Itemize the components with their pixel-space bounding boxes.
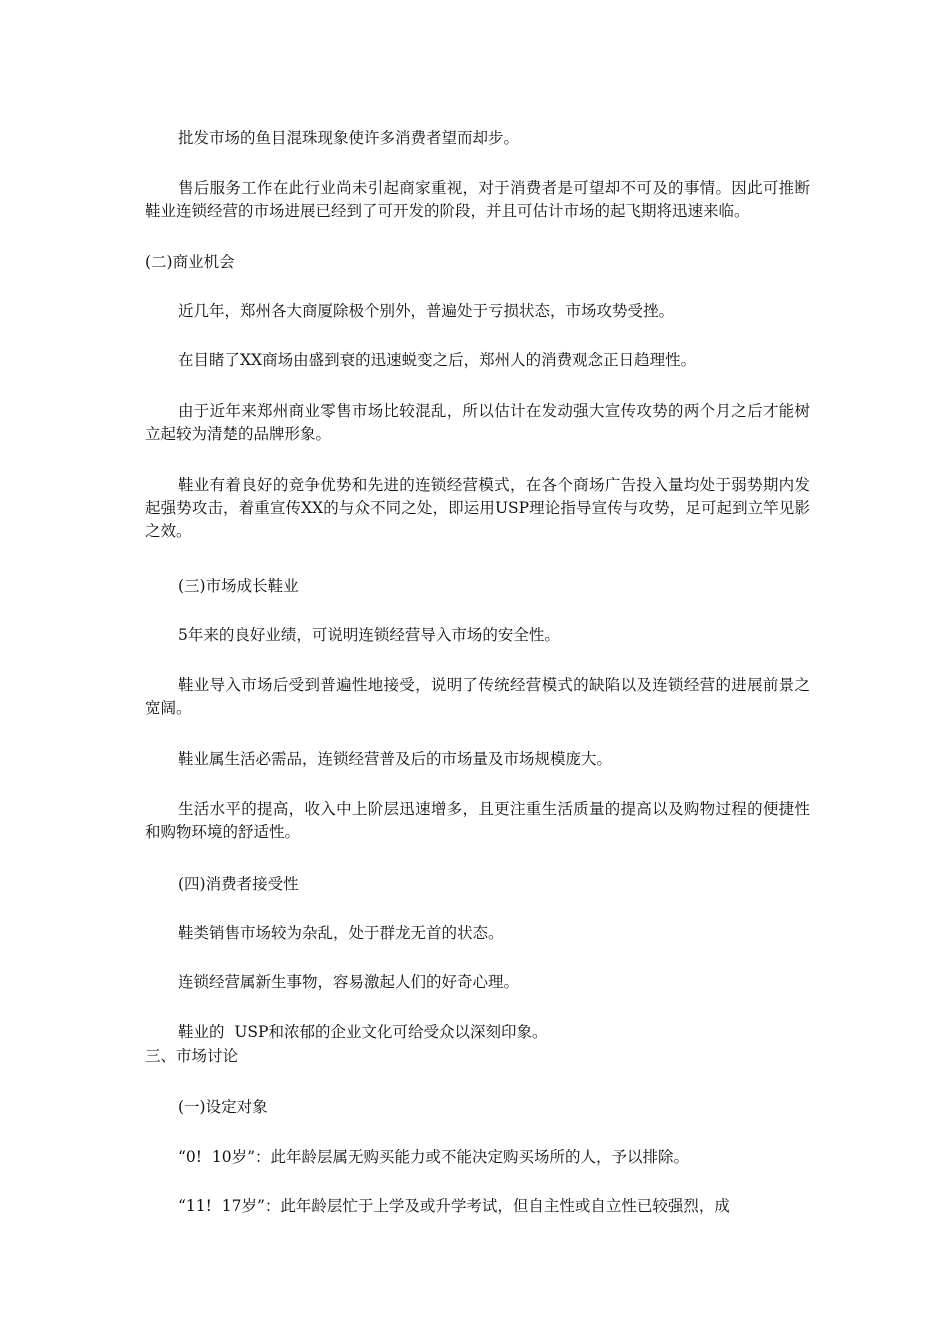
paragraph: 鞋类销售市场较为杂乱，处于群龙无首的状态。 xyxy=(178,924,504,942)
paragraph: 近几年，郑州各大商厦除极个别外，普遍处于亏损状态，市场攻势受挫。 xyxy=(178,302,675,320)
section-heading: 三、市场讨论 xyxy=(145,1047,239,1065)
paragraph: 5年来的良好业绩，可说明连锁经营导入市场的安全性。 xyxy=(178,626,560,644)
paragraph: 由于近年来郑州商业零售市场比较混乱，所以估计在发动强大宣传攻势的两个月之后才能树立起较为清楚的品牌形象。 xyxy=(145,402,810,443)
paragraph: “0! 10岁”：此年龄层属无购买能力或不能决定购买场所的人，予以排除。 xyxy=(178,1148,690,1166)
paragraph: 鞋业导入市场后受到普遍性地接受，说明了传统经营模式的缺陷以及连锁经营的进展前景之宽阔。 xyxy=(145,676,810,717)
paragraph: “11! 17岁”：此年龄层忙于上学及或升学考试，但自主性或自立性已较强烈，成 xyxy=(178,1197,730,1215)
section-heading: (二)商业机会 xyxy=(145,253,235,271)
paragraph: 在目睹了XX商场由盛到衰的迅速蜕变之后，郑州人的消费观念正日趋理性。 xyxy=(178,351,697,369)
paragraph: 批发市场的鱼目混珠现象使许多消费者望而却步。 xyxy=(178,129,520,147)
section-heading: (一)设定对象 xyxy=(178,1098,268,1116)
paragraph: 鞋业的 USP和浓郁的企业文化可给受众以深刻印象。 xyxy=(178,1023,548,1041)
paragraph: 生活水平的提高，收入中上阶层迅速增多，且更注重生活质量的提高以及购物过程的便捷性和购物环境的舒适性。 xyxy=(145,800,810,841)
paragraph: 售后服务工作在此行业尚未引起商家重视，对于消费者是可望却不可及的事情。因此可推断鞋业连锁经营的市场进展已经到了可开发的阶段，并且可估计市场的起飞期将迅速来临。 xyxy=(145,179,810,220)
paragraph: 连锁经营属新生事物，容易激起人们的好奇心理。 xyxy=(178,973,520,991)
section-heading: (三)市场成长鞋业 xyxy=(178,577,299,595)
paragraph: 鞋业有着良好的竞争优势和先进的连锁经营模式，在各个商场广告投入量均处于弱势期内发起强势攻击，着重宣传XX的与众不同之处，即运用USP理论指导宣传与攻势，足可起到立竿见影之效。 xyxy=(145,476,810,540)
section-heading: (四)消费者接受性 xyxy=(178,875,299,893)
paragraph: 鞋业属生活必需品，连锁经营普及后的市场量及市场规模庞大。 xyxy=(178,750,613,768)
